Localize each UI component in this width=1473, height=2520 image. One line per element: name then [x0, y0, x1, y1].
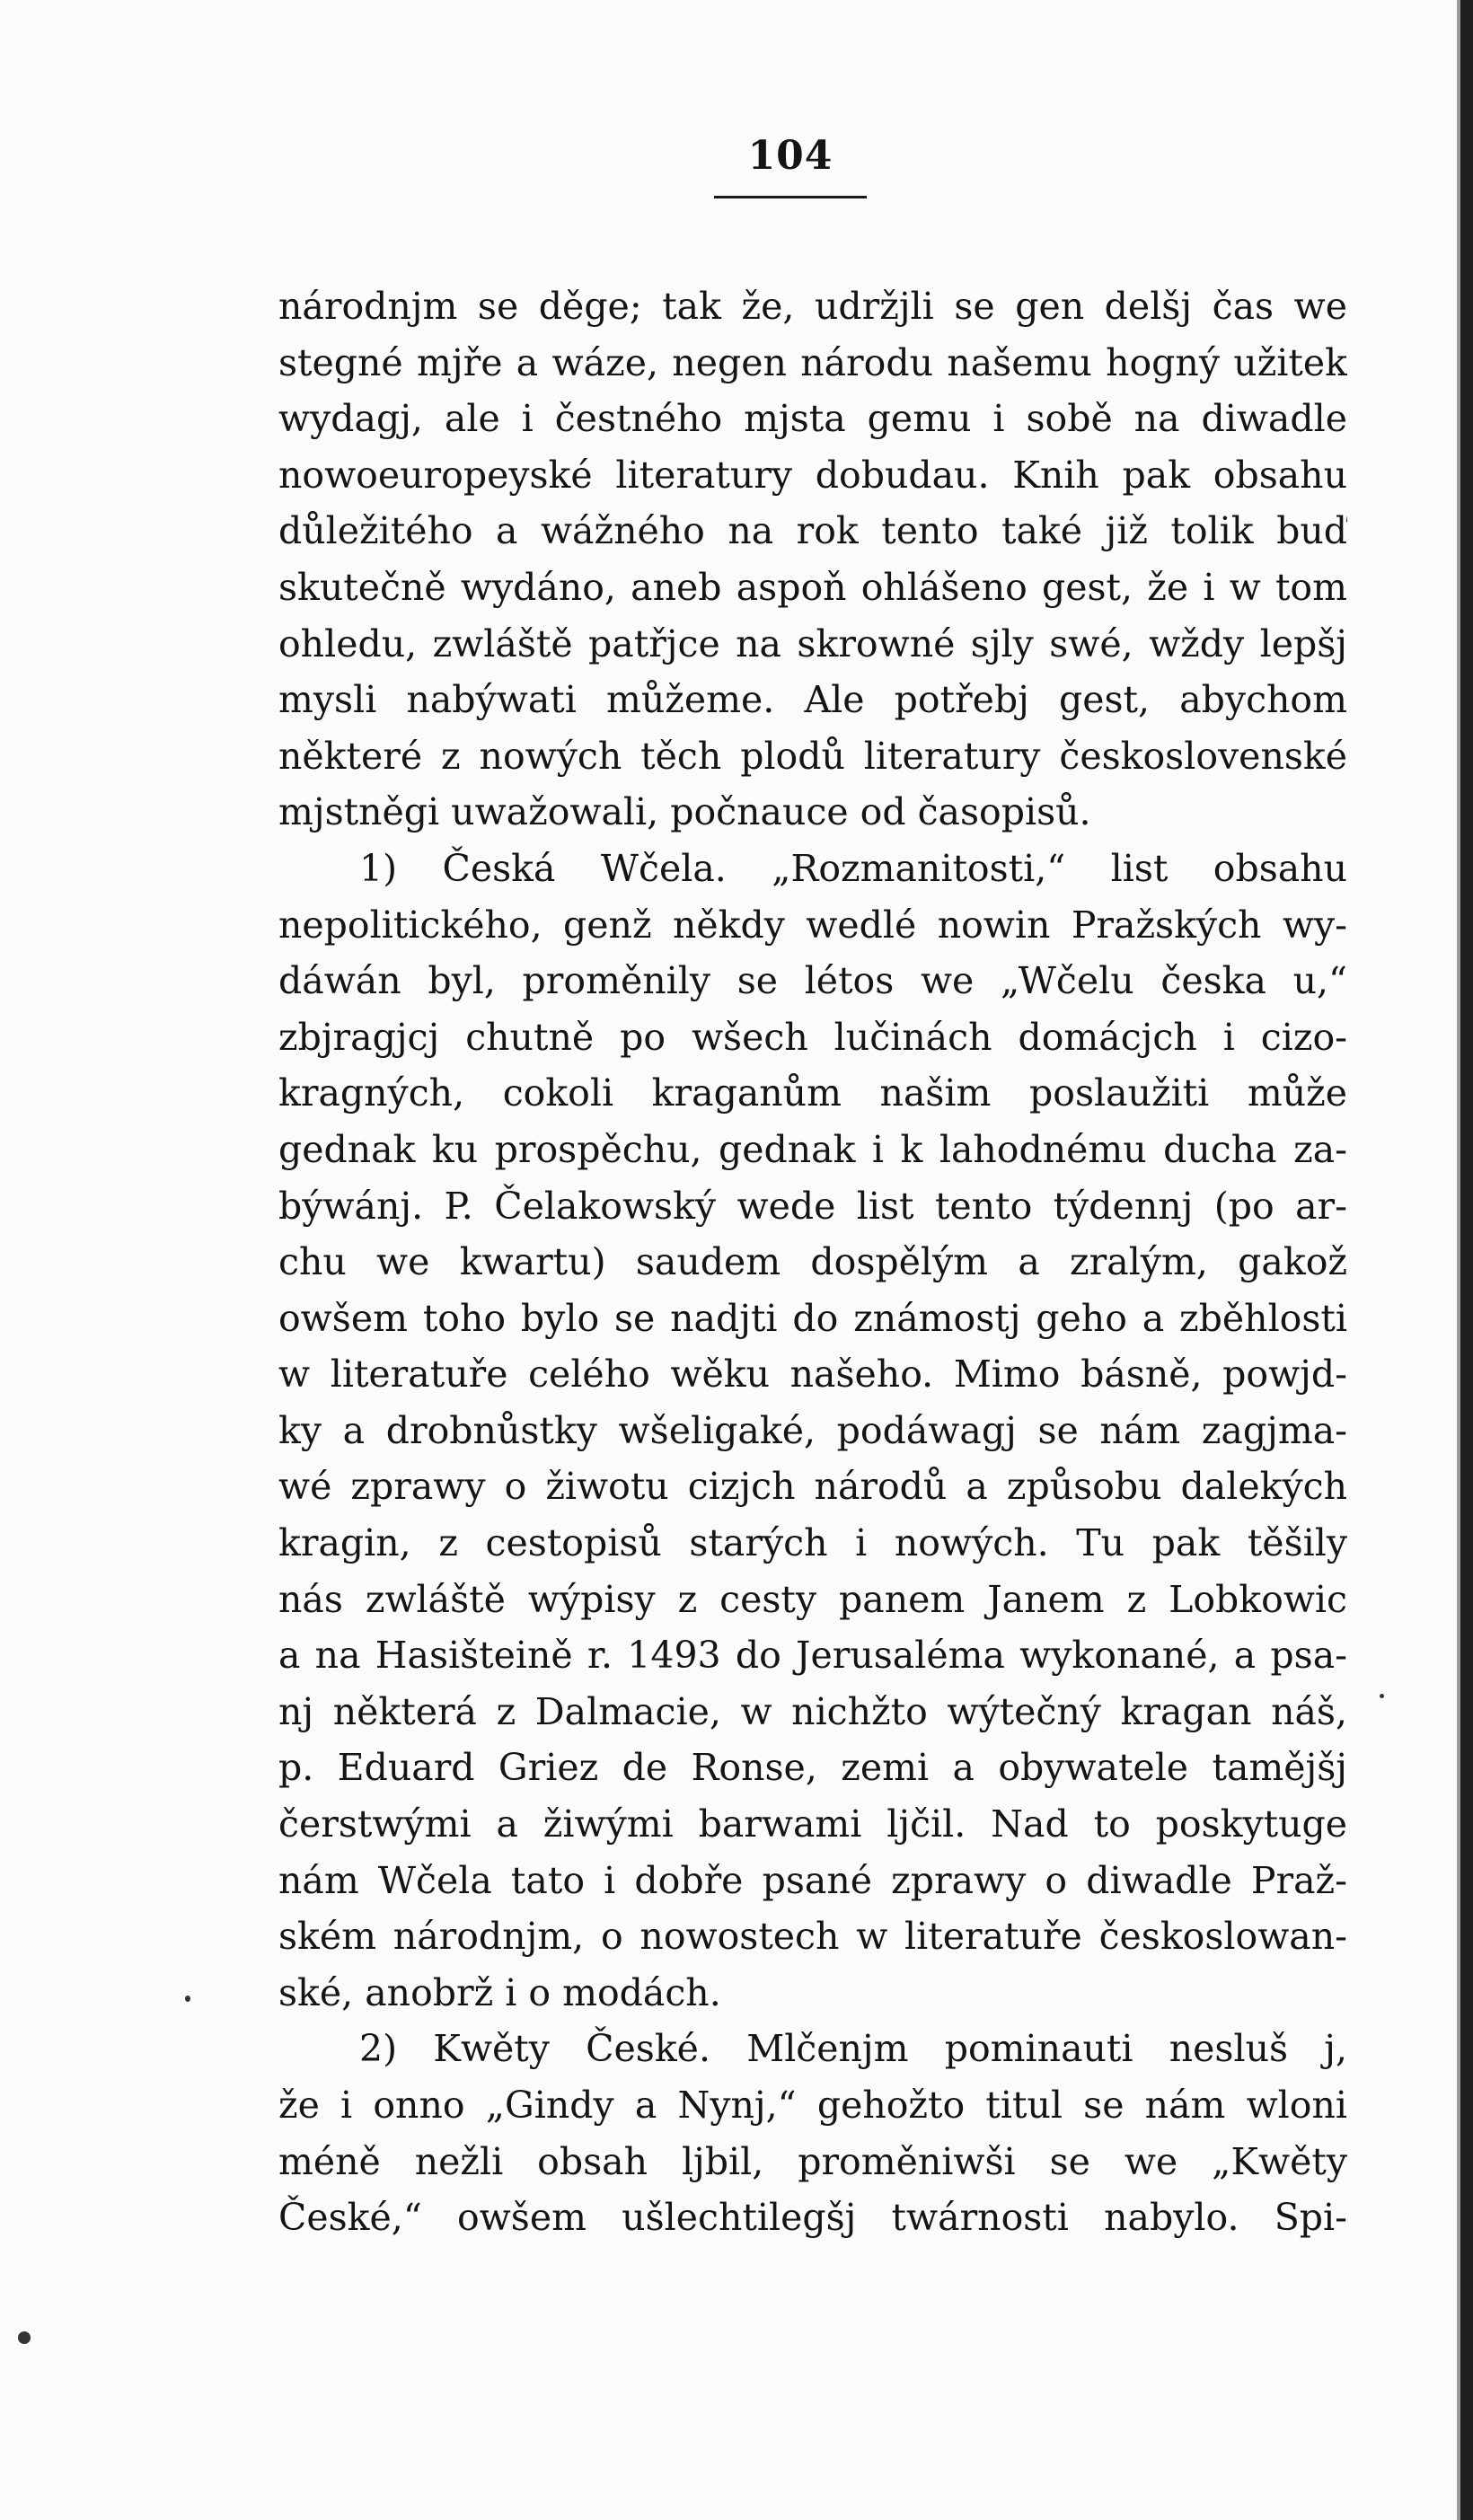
text-line: ohledu, zwláště patřjce na skrowné sjly swé, wždy lepšj: [278, 621, 1347, 665]
text-line: stegné mjře a wáze, negen národu našemu hogný užitek: [278, 340, 1347, 384]
page-number-rule: [714, 196, 867, 198]
text-line: w literatuře celého wěku našeho. Mimo básně, powjd-: [278, 1353, 1347, 1397]
text-line: 1) Česká Wčela. „Rozmanitosti,“ list obsahu: [359, 846, 1347, 890]
text-line: nowoeuropeyské literatury dobudau. Knih pak obsahu: [278, 453, 1347, 497]
text-line: nepolitického, genž někdy wedlé nowin Pražských wy-: [278, 903, 1347, 947]
text-line: kragných, cokoli kraganům našim poslaužiti může: [278, 1071, 1347, 1115]
text-line: dáwán byl, proměnily se létos we „Wčelu česka u,“: [278, 959, 1347, 1003]
text-line: býwánj. P. Čelakowský wede list tento týdennj (po ar-: [278, 1184, 1347, 1228]
text-line: méně nežli obsah ljbil, proměniwši se we „Kwěty: [278, 2139, 1347, 2183]
text-line: chu we kwartu) saudem dospělým a zralým, gakož: [278, 1240, 1347, 1284]
text-line: zbjragjcj chutně po wšech lučinách domácjch i cizo-: [278, 1015, 1347, 1059]
text-line: mjstněgi uwažowali, počnauce od časopisů.: [278, 790, 1091, 834]
text-line: wydagj, ale i čestného mjsta gemu i sobě na diwadle: [278, 397, 1347, 441]
text-line: nj některá z Dalmacie, w nichžto wýtečný kragan náš,: [278, 1689, 1347, 1733]
text-line: 2) Kwěty České. Mlčenjm pominauti nesluš j,: [359, 2027, 1347, 2071]
ink-speck: [18, 2331, 31, 2344]
text-line: že i onno „Gindy a Nynj,“ gehožto titul se nám wloni: [278, 2084, 1347, 2127]
text-line: ky a drobnůstky wšeligaké, podáwagj se nám zagjma-: [278, 1408, 1347, 1452]
page-number: 104: [747, 133, 834, 179]
text-line: nás zwláště wýpisy z cesty panem Janem z Lobkowic: [278, 1577, 1347, 1621]
text-line: některé z nowých těch plodů literatury československé: [278, 734, 1347, 778]
text-line: národnjm se děge; tak že, udržjli se gen delšj čas we: [278, 285, 1347, 328]
text-line: p. Eduard Griez de Ronse, zemi a obywatele tamějšj: [278, 1746, 1347, 1790]
text-line: a na Hasišteině r. 1493 do Jerusaléma wykonané, a psa-: [278, 1634, 1347, 1678]
text-line: nám Wčela tato i dobře psané zprawy o diwadle Praž-: [278, 1858, 1347, 1902]
text-line: ské, anobrž i o modách.: [278, 1970, 721, 2014]
ink-speck: [185, 1996, 190, 2002]
ink-speck: [1380, 1694, 1384, 1698]
text-line: mysli nabýwati můžeme. Ale potřebj gest, abychom: [278, 678, 1347, 722]
text-line: ském národnjm, o nowostech w literatuře českoslowan-: [278, 1915, 1347, 1959]
text-line: kragin, z cestopisů starých i nowých. Tu pak těšily: [278, 1521, 1347, 1565]
text-line: důležitého a wážného na rok tento také již tolik buď: [278, 509, 1347, 553]
page-edge: [1460, 0, 1473, 2520]
text-line: gednak ku prospěchu, gednak i k lahodnému ducha za-: [278, 1127, 1347, 1171]
text-line: čerstwými a žiwými barwami ljčil. Nad to poskytuge: [278, 1802, 1347, 1846]
text-line: skutečně wydáno, aneb aspoň ohlášeno gest, že i w tom: [278, 565, 1347, 609]
text-line: wé zprawy o žiwotu cizjch národů a způsobu dalekých: [278, 1465, 1347, 1509]
text-line: owšem toho bylo se nadjti do známostj geho a zběhlosti: [278, 1296, 1347, 1340]
text-line: České,“ owšem ušlechtilegšj twárnosti nabylo. Spi-: [278, 2196, 1347, 2240]
body-text: [278, 278, 1347, 2246]
